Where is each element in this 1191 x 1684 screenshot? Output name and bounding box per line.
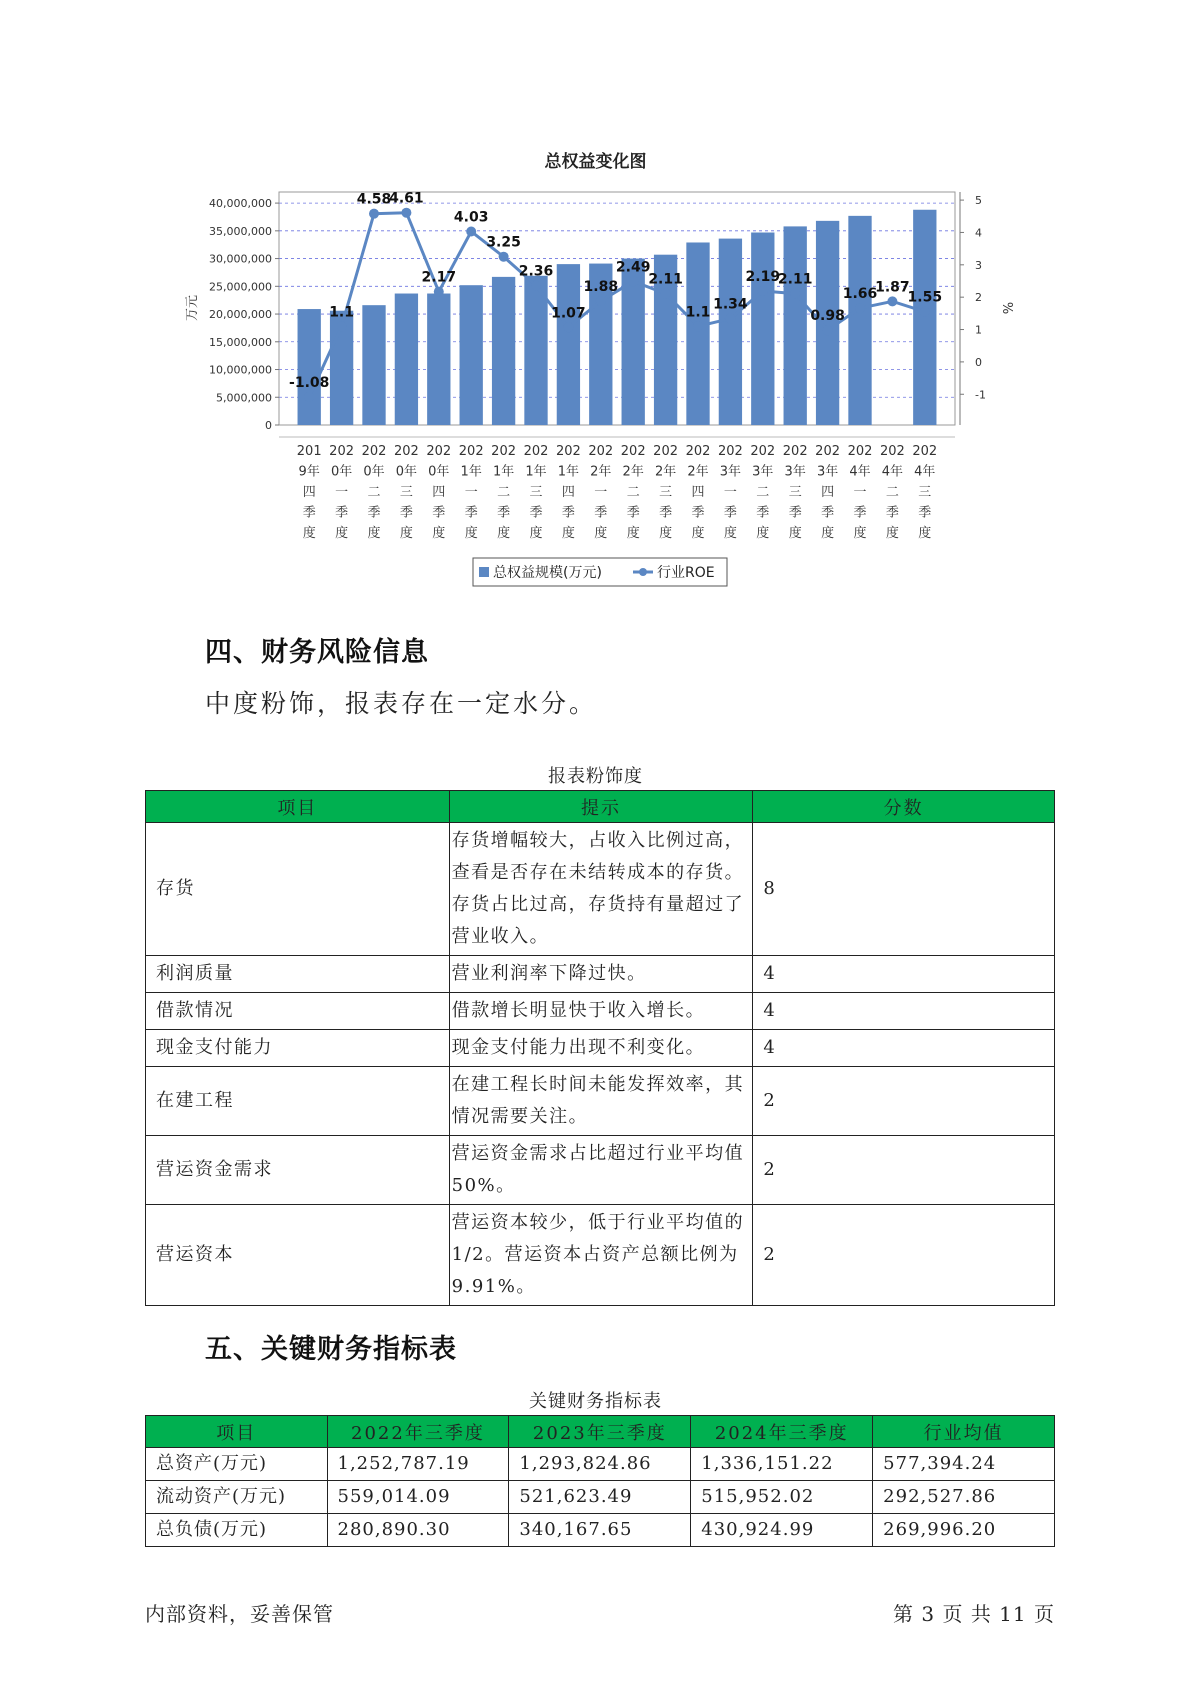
roe-data-label: 4.61 xyxy=(389,190,424,207)
x-tick-label: 202 4年二季度 xyxy=(879,444,905,541)
table-row xyxy=(146,823,1055,956)
y-right-tick-label: 2 xyxy=(975,291,982,305)
kpi-cell-value: 430,924.99 xyxy=(691,1514,873,1547)
risk-cell-score: 2 xyxy=(753,1136,1055,1205)
table-row xyxy=(146,1481,1055,1514)
bar xyxy=(848,216,871,425)
roe-data-label: 4.03 xyxy=(453,209,489,226)
table-row xyxy=(146,956,1055,993)
risk-header-item: 项目 xyxy=(146,791,450,823)
roe-data-label: 4.58 xyxy=(356,191,392,208)
risk-cell-item: 在建工程 xyxy=(146,1067,450,1136)
x-tick-label: 202 2年二季度 xyxy=(620,444,646,541)
kpi-table xyxy=(145,1415,1055,1547)
roe-data-label: 0.98 xyxy=(810,308,845,325)
risk-cell-item: 利润质量 xyxy=(146,956,450,993)
y-left-tick-label: 0 xyxy=(265,419,272,432)
kpi-cell-value: 269,996.20 xyxy=(873,1514,1055,1547)
table-row xyxy=(146,1067,1055,1136)
kpi-cell-value: 521,623.49 xyxy=(509,1481,691,1514)
risk-cell-score: 2 xyxy=(753,1067,1055,1136)
risk-cell-score: 4 xyxy=(753,993,1055,1030)
table-row xyxy=(146,1030,1055,1067)
risk-header-score: 分数 xyxy=(753,791,1055,823)
risk-cell-score: 4 xyxy=(753,1030,1055,1067)
roe-point xyxy=(693,321,703,331)
bar xyxy=(427,294,450,425)
roe-point xyxy=(920,307,930,317)
roe-data-label: 2.19 xyxy=(745,269,781,286)
footer-page-number: 第 3 页 共 11 页 xyxy=(893,1602,1055,1626)
bar xyxy=(719,239,742,425)
roe-point xyxy=(758,286,768,296)
roe-point xyxy=(855,303,865,313)
equity-chart xyxy=(0,0,1191,600)
roe-point xyxy=(887,296,897,306)
roe-point xyxy=(823,325,833,335)
legend-line-marker xyxy=(639,568,647,576)
roe-data-label: 1.1 xyxy=(685,304,711,321)
kpi-cell-value: 292,527.86 xyxy=(873,1481,1055,1514)
x-tick-label: 202 0年一季度 xyxy=(329,444,355,541)
roe-point xyxy=(369,209,379,219)
x-tick-label: 202 0年二季度 xyxy=(361,444,387,541)
kpi-cell-item: 流动资产(万元) xyxy=(146,1481,328,1514)
bar xyxy=(751,232,774,425)
roe-data-label: 2.11 xyxy=(777,271,813,288)
roe-data-label: 1.88 xyxy=(583,279,619,296)
x-tick-label: 202 2年四季度 xyxy=(685,444,711,541)
kpi-cell-item: 总负债(万元) xyxy=(146,1514,328,1547)
risk-cell-hint: 借款增长明显快于收入增长。 xyxy=(449,993,753,1030)
kpi-cell-value: 559,014.09 xyxy=(327,1481,509,1514)
bar xyxy=(298,309,321,425)
x-tick-label: 202 3年二季度 xyxy=(750,444,776,541)
roe-data-label: 2.49 xyxy=(615,259,651,276)
y-right-axis-label: % xyxy=(999,301,1014,315)
roe-data-label: 2.36 xyxy=(518,263,554,280)
roe-point xyxy=(531,281,541,291)
table-row xyxy=(146,1448,1055,1481)
chart-title: 总权益变化图 xyxy=(544,152,647,172)
roe-point xyxy=(596,296,606,306)
risk-table xyxy=(145,790,1055,1306)
kpi-cell-value: 1,293,824.86 xyxy=(509,1448,691,1481)
x-tick-label: 202 2年三季度 xyxy=(653,444,679,541)
bar xyxy=(557,264,580,425)
y-left-tick-label: 20,000,000 xyxy=(209,308,272,322)
y-right-tick-label: 3 xyxy=(975,258,982,272)
x-tick-label: 201 9年四季度 xyxy=(296,444,322,541)
x-tick-label: 202 4年三季度 xyxy=(912,444,938,541)
x-tick-label: 202 1年一季度 xyxy=(458,444,484,541)
x-tick-label: 202 1年二季度 xyxy=(491,444,517,541)
roe-point xyxy=(661,289,671,299)
roe-point xyxy=(499,252,509,262)
risk-cell-item: 借款情况 xyxy=(146,993,450,1030)
risk-cell-item: 存货 xyxy=(146,823,450,956)
roe-point xyxy=(725,314,735,324)
legend-line-label: 行业ROE xyxy=(657,565,715,581)
risk-cell-score: 4 xyxy=(753,956,1055,993)
roe-data-label: 3.25 xyxy=(486,234,521,251)
risk-cell-item: 现金支付能力 xyxy=(146,1030,450,1067)
roe-data-label: 1.55 xyxy=(907,289,943,306)
x-tick-label: 202 3年三季度 xyxy=(782,444,808,541)
kpi-header-2022q3: 2022年三季度 xyxy=(327,1416,509,1448)
roe-point xyxy=(563,322,573,332)
y-left-tick-label: 40,000,000 xyxy=(209,197,272,211)
section4-summary: 中度粉饰，报表存在一定水分。 xyxy=(205,689,598,718)
roe-data-label: 1.87 xyxy=(875,279,910,296)
kpi-header-item: 项目 xyxy=(146,1416,328,1448)
roe-data-label: -1.08 xyxy=(289,374,330,391)
kpi-cell-value: 340,167.65 xyxy=(509,1514,691,1547)
bar xyxy=(686,242,709,425)
y-right-tick-label: 0 xyxy=(975,355,982,369)
roe-data-label: 2.17 xyxy=(421,269,457,286)
section4-heading: 四、财务风险信息 xyxy=(205,637,429,668)
risk-cell-hint: 营运资金需求占比超过行业平均值50%。 xyxy=(449,1136,753,1205)
bar xyxy=(460,285,483,425)
kpi-header-2024q3: 2024年三季度 xyxy=(691,1416,873,1448)
x-tick-label: 202 0年三季度 xyxy=(393,444,419,541)
x-tick-label: 202 1年四季度 xyxy=(555,444,581,541)
y-left-tick-label: 25,000,000 xyxy=(209,280,272,294)
risk-cell-hint: 营业利润率下降过快。 xyxy=(449,956,753,993)
risk-table-caption: 报表粉饰度 xyxy=(548,766,643,787)
risk-cell-item: 营运资金需求 xyxy=(146,1136,450,1205)
risk-cell-hint: 现金支付能力出现不利变化。 xyxy=(449,1030,753,1067)
y-left-axis-label: 万元 xyxy=(185,294,200,322)
risk-cell-score: 8 xyxy=(753,823,1055,956)
y-right-tick-label: -1 xyxy=(975,388,986,402)
table-row xyxy=(146,993,1055,1030)
roe-point xyxy=(304,392,314,402)
bar xyxy=(492,277,515,425)
section5-heading: 五、关键财务指标表 xyxy=(205,1334,457,1365)
legend-bar-label: 总权益规模(万元) xyxy=(493,565,602,581)
roe-data-label: 1.66 xyxy=(842,286,878,303)
kpi-cell-item: 总资产(万元) xyxy=(146,1448,328,1481)
kpi-cell-value: 1,336,151.22 xyxy=(691,1448,873,1481)
kpi-cell-value: 577,394.24 xyxy=(873,1448,1055,1481)
y-left-tick-label: 15,000,000 xyxy=(209,335,272,349)
bar xyxy=(395,294,418,425)
bar xyxy=(784,226,807,425)
roe-data-label: 2.11 xyxy=(648,271,683,288)
risk-cell-item: 营运资本 xyxy=(146,1205,450,1306)
kpi-cell-value: 515,952.02 xyxy=(691,1481,873,1514)
bar xyxy=(913,210,936,425)
y-left-tick-label: 30,000,000 xyxy=(209,252,272,266)
risk-cell-score: 2 xyxy=(753,1205,1055,1306)
legend-bar-swatch xyxy=(479,567,489,577)
roe-point xyxy=(337,321,347,331)
roe-point xyxy=(401,208,411,218)
x-tick-label: 202 3年一季度 xyxy=(717,444,743,541)
bar xyxy=(362,305,385,425)
kpi-header-2023q3: 2023年三季度 xyxy=(509,1416,691,1448)
kpi-cell-value: 280,890.30 xyxy=(327,1514,509,1547)
x-tick-label: 202 2年一季度 xyxy=(588,444,614,541)
y-right-tick-label: 4 xyxy=(975,226,982,240)
risk-cell-hint: 在建工程长时间未能发挥效率，其情况需要关注。 xyxy=(449,1067,753,1136)
roe-point xyxy=(628,276,638,286)
roe-point xyxy=(434,287,444,297)
table-row xyxy=(146,1205,1055,1306)
table-row xyxy=(146,1136,1055,1205)
x-tick-label: 202 1年三季度 xyxy=(523,444,549,541)
roe-point xyxy=(466,226,476,236)
x-tick-label: 202 3年四季度 xyxy=(815,444,841,541)
roe-data-label: 1.07 xyxy=(551,305,586,322)
y-left-tick-label: 5,000,000 xyxy=(216,391,272,405)
y-left-tick-label: 35,000,000 xyxy=(209,224,272,238)
kpi-header-industry-avg: 行业均值 xyxy=(873,1416,1055,1448)
roe-point xyxy=(790,289,800,299)
risk-cell-hint: 存货增幅较大，占收入比例过高，查看是否存在未结转成本的存货。存货占比过高，存货持有量超过了营业收入。 xyxy=(449,823,753,956)
table-row xyxy=(146,1514,1055,1547)
x-tick-label: 202 0年四季度 xyxy=(426,444,452,541)
y-right-tick-label: 5 xyxy=(975,194,982,208)
roe-data-label: 1.34 xyxy=(713,296,748,313)
kpi-table-caption: 关键财务指标表 xyxy=(529,1391,662,1412)
y-left-tick-label: 10,000,000 xyxy=(209,363,272,377)
kpi-cell-value: 1,252,787.19 xyxy=(327,1448,509,1481)
footer-confidential: 内部资料，妥善保管 xyxy=(145,1602,334,1626)
risk-header-hint: 提示 xyxy=(449,791,753,823)
risk-cell-hint: 营运资本较少，低于行业平均值的1/2。营运资本占资产总额比例为9.91%。 xyxy=(449,1205,753,1306)
roe-data-label: 1.1 xyxy=(329,304,355,321)
x-tick-label: 202 4年一季度 xyxy=(847,444,873,541)
y-right-tick-label: 1 xyxy=(975,323,982,337)
